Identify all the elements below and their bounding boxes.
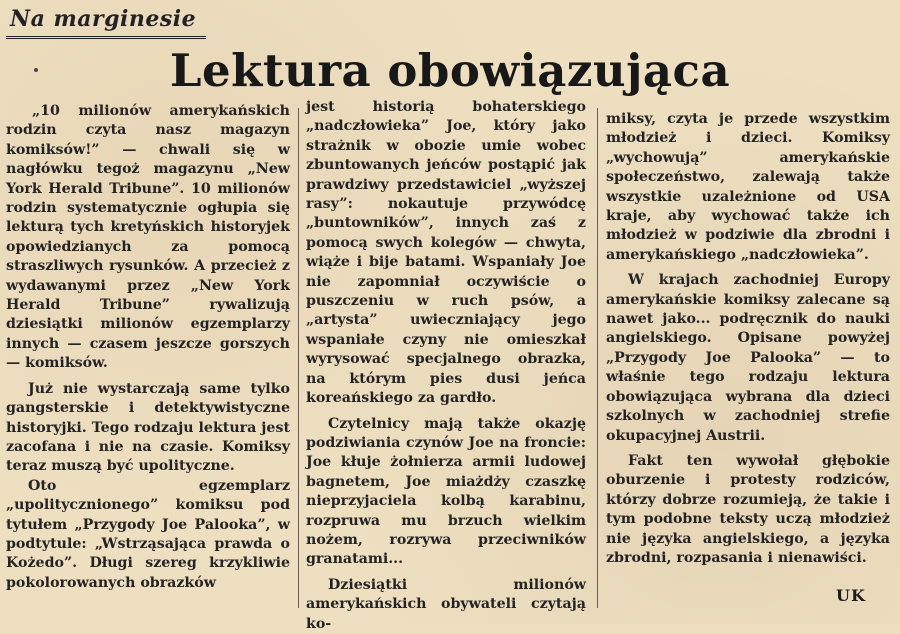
paragraph: Już nie wystarczają same tylko gangsterskie i detektywistyczne historyjki. Tego rodzaju lektura jest zacofana i nie na czasie. Komiksy teraz muszą być upolityczne. (6, 380, 290, 475)
paragraph: W krajach zachodniej Europy amerykańskie komiksy zalecane są nawet jako... podręcznik do nauki angielskiego. Opisane powyżej „Przygody Joe Palooka” — to właśnie tego rodzaju lektura obowiązująca wybrana dla dzieci szkolnych w zachodniej strefie okupacyjnej Austrii. (606, 272, 890, 444)
column-divider (298, 108, 299, 608)
paragraph: jest historią bohaterskiego „nadczłowieka” Joe, który jako strażnik w obozie umie wobec zbuntowanych jeńców postąpić jak prawdziwy przedstawiciel „wyższej rasy”: nokautuje przywódcę „buntowników”, innych zaś z pomocą swych kolegów — chwyta, wiąże i bije batami. Wspaniały Joe nie zapomniał oczywiście o puszczeniu w ruch psów, a „artysta” uwieczniający jego wspaniałe czyny nie omieszkał wyrysować specjalnego obrazka, na którym pies dusi jeńca koreańskiego za gardło. (306, 99, 586, 407)
paragraph: Fakt ten wywołał głębokie oburzenie i protesty rodziców, którzy dobrze rozumieją, że takie i tym podobne teksty uczą młodzież nie języka angielskiego, a języka zbrodni, rozpasania i nienawiści. (606, 452, 890, 566)
author-signature: UK (836, 586, 866, 605)
paragraph: Oto egzemplarz „upolitycznionego” komiksu pod tytułem „Przygody Joe Palooka”, w podtytule: „Wstrząsająca prawda o Kożedo”. Długi szereg krzykliwie pokolorowanych obrazków (6, 477, 290, 591)
article-column-2 (306, 98, 586, 634)
article-column-1 (6, 102, 290, 593)
article-headline: Lektura obowiązująca (169, 44, 731, 97)
paragraph: Czytelnicy mają także okazję podziwiania czynów Joe na froncie: Joe kłuje żołnierza armii ludowej bagnetem, Joe miażdży czaszkę nieprzyjaciela kolbą karabinu, rozpruwa mu brzuch wielkim nożem, rozrywa przeciwników granatami... (306, 415, 586, 568)
paragraph: miksy, czyta je przede wszystkim młodzież i dzieci. Komiksy „wychowują” amerykańskie społeczeństwo, zalewają także wszystkie uzależnione od USA kraje, aby wychować także ich młodzież w podziwie dla zbrodni i amerykańskiego „nadczłowieka”. (606, 111, 890, 263)
paragraph: „10 milionów amerykańskich rodzin czyta nasz magazyn komiksów!” — chwali się w nagłówku tegoż magazynu „New York Herald Tribune”. 10 milionów rodzin systematycznie ogłupia się lekturą tych kretyńskich historyjek opowiedzianych za pomocą straszliwych rysunków. A przecież z wydawanymi przez „New York Herald Tribune” rywalizują dziesiątki milionów egzemplarzy innych — czasem jeszcze gorszych — komiksów. (6, 103, 290, 372)
article-column-3 (606, 110, 890, 568)
section-rubric: Na marginesie (6, 6, 206, 39)
paragraph: Dziesiątki milionów amerykańskich obywateli czytają ko- (306, 576, 586, 632)
column-divider (597, 108, 598, 608)
